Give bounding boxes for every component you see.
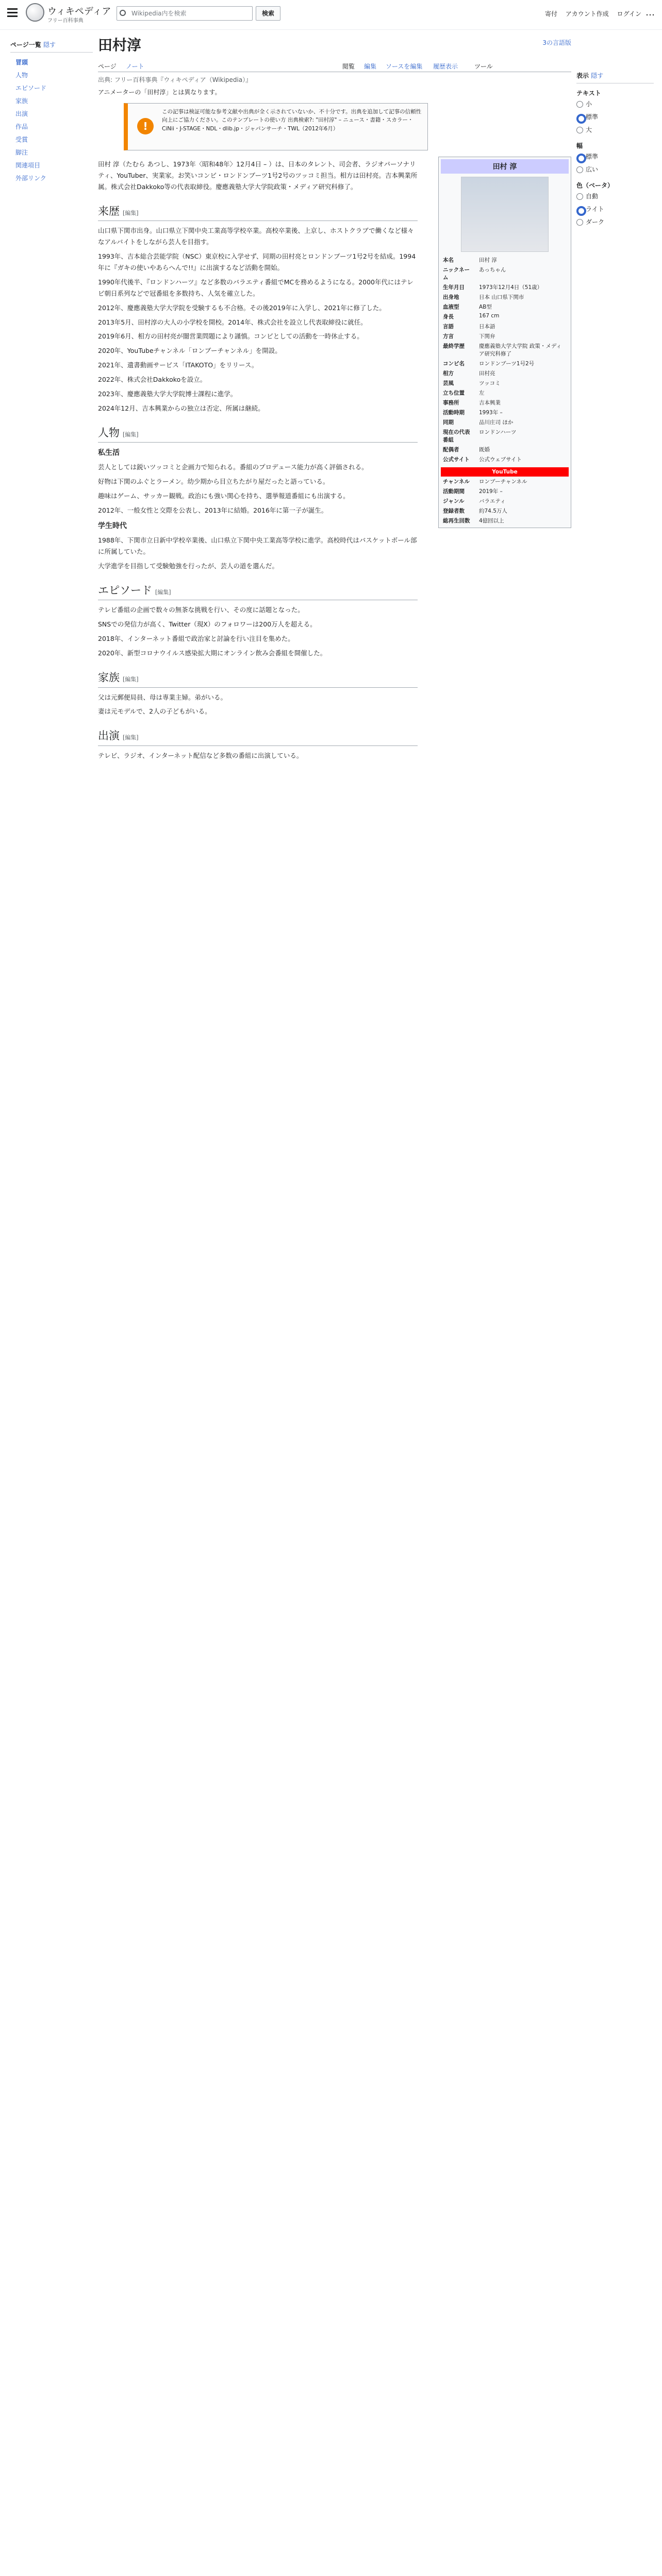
lead-paragraph: 田村 淳（たむら あつし、1973年〈昭和48年〉12月4日 – ）は、日本のタレント、司会者、ラジオパーソナリティ、YouTuber、実業家。お笑いコンビ・ロンドンブーツ1号2号のツッコミ担当。相方は田村亮。吉本興業所属。株式会社Dakkoko等の代表取締役。慶應義塾大学大学院政策・メディア研究科修了。 bbox=[98, 160, 418, 191]
tab-tools[interactable]: ツール bbox=[474, 63, 493, 70]
color-auto-radio[interactable]: 自動 bbox=[576, 190, 654, 202]
toc-item[interactable]: 冒頭 bbox=[15, 59, 28, 66]
paragraph: SNSでの発信力が高く、Twitter（現X）のフォロワーは200万人を超える。 bbox=[98, 620, 317, 629]
infobox-key: 総再生回数 bbox=[443, 518, 470, 524]
paragraph: 芸人としては鋭いツッコミと企画力で知られる。番組のプロデュース能力が高く評価される。 bbox=[98, 463, 368, 471]
subsection-heading-education: 学生時代 bbox=[98, 522, 127, 531]
tab-talk[interactable]: ノート bbox=[126, 63, 144, 70]
wikipedia-logo-icon[interactable] bbox=[26, 3, 44, 22]
logo-subtitle: フリー百科事典 bbox=[47, 18, 84, 24]
color-label: 色（ベータ） bbox=[576, 182, 614, 189]
width-wide-radio[interactable]: 広い bbox=[576, 163, 654, 176]
infobox-value: 167 cm bbox=[479, 313, 500, 319]
page-title: 田村淳 bbox=[98, 37, 142, 54]
infobox-key: 配偶者 bbox=[443, 447, 459, 453]
appearance-heading: 表示 bbox=[576, 72, 589, 79]
infobox-row bbox=[441, 378, 569, 388]
text-size-small-radio[interactable]: 小 bbox=[576, 97, 654, 110]
appearance-hide-button[interactable]: 隠す bbox=[591, 72, 604, 79]
infobox-value: 1993年 – bbox=[479, 410, 503, 416]
paragraph: 2018年、インターネット番組で政治家と討論を行い注目を集めた。 bbox=[98, 635, 294, 642]
paragraph: 2019年6月、相方の田村亮が闇営業問題により謹慎。コンビとしての活動を一時休止する。 bbox=[98, 332, 363, 341]
infobox-row bbox=[441, 477, 569, 486]
infobox-row bbox=[441, 255, 569, 265]
infobox-value: 既婚 bbox=[479, 447, 490, 453]
logo-title[interactable]: ウィキペディア bbox=[47, 6, 111, 17]
infobox-row bbox=[441, 486, 569, 496]
infobox-key: 事務所 bbox=[443, 400, 459, 406]
infobox-row bbox=[441, 312, 569, 321]
toc-item[interactable]: 受賞 bbox=[15, 136, 28, 143]
infobox-key: 本名 bbox=[443, 257, 454, 263]
infobox-key: 生年月日 bbox=[443, 284, 465, 291]
hatnote: アニメーターの「田村淳」とは異なります。 bbox=[98, 89, 221, 96]
infobox-row bbox=[441, 292, 569, 302]
toc-item[interactable]: 家族 bbox=[15, 97, 28, 105]
infobox-value: 約74.5万人 bbox=[479, 508, 507, 514]
tab-history[interactable]: 履歴表示 bbox=[433, 63, 458, 70]
infobox-row bbox=[441, 398, 569, 408]
infobox-key: 血液型 bbox=[443, 304, 459, 310]
infobox-row bbox=[441, 516, 569, 526]
infobox-row bbox=[441, 265, 569, 282]
tab-edit[interactable]: 編集 bbox=[364, 63, 377, 70]
main-menu-icon[interactable] bbox=[7, 6, 22, 21]
paragraph: 2012年、慶應義塾大学大学院を受験するも不合格。その後2019年に入学し、2021年に修了した。 bbox=[98, 303, 386, 312]
paragraph: 2022年、株式会社Dakkokoを設立。 bbox=[98, 376, 207, 383]
infobox-row bbox=[441, 454, 569, 464]
create-account-link[interactable]: アカウント作成 bbox=[565, 10, 609, 18]
page-subtitle: 出典: フリー百科事典『ウィキペディア（Wikipedia）』 bbox=[98, 76, 252, 83]
toc-item[interactable]: エピソード bbox=[15, 84, 47, 92]
infobox-key: 立ち位置 bbox=[443, 390, 465, 396]
infobox-table bbox=[441, 255, 569, 464]
infobox-value: 下関弁 bbox=[479, 333, 495, 340]
infobox-value: 田村 淳 bbox=[479, 257, 497, 263]
edit-section-link[interactable]: [編集] bbox=[123, 431, 139, 438]
infobox-row bbox=[441, 368, 569, 378]
paragraph: 1988年、下関市立日新中学校卒業後、山口県立下関中央工業高等学校に進学。高校時代はバスケットボール部に所属していた。 bbox=[98, 536, 417, 555]
section-heading-family: 家族 [編集] bbox=[98, 662, 418, 688]
infobox-key: 最終学歴 bbox=[443, 343, 465, 349]
infobox-key: 同期 bbox=[443, 419, 454, 426]
infobox-key: 言語 bbox=[443, 324, 454, 330]
infobox-value: AB型 bbox=[479, 304, 492, 310]
section-heading-appear: 出演 [編集] bbox=[98, 720, 418, 746]
toc-heading: ページ一覧 bbox=[10, 41, 41, 48]
paragraph: 1993年、吉本総合芸能学院（NSC）東京校に入学せず、同期の田村亮とロンドンブーツ1号2号を結成。1994年に『ガキの使いやあらへんで!!』に出演するなど活動を開始。 bbox=[98, 252, 416, 272]
paragraph: テレビ、ラジオ、インターネット配信など多数の番組に出演している。 bbox=[98, 752, 303, 759]
infobox-value: 左 bbox=[479, 390, 485, 396]
infobox-value: 日本語 bbox=[479, 324, 495, 330]
infobox-value: ロンドンブーツ1号2号 bbox=[479, 361, 535, 367]
toc-sidebar bbox=[10, 38, 93, 184]
site-header bbox=[0, 0, 662, 30]
infobox-row bbox=[441, 496, 569, 506]
infobox-value: ツッコミ bbox=[479, 380, 501, 386]
subsection-heading-private: 私生活 bbox=[98, 449, 120, 457]
infobox-row bbox=[441, 321, 569, 331]
infobox-key: 芸風 bbox=[443, 380, 454, 386]
youtube-section-header: YouTube bbox=[441, 467, 569, 477]
infobox-key: 身長 bbox=[443, 314, 454, 320]
paragraph: 2021年、遺書動画サービス「ITAKOTO」をリリース。 bbox=[98, 361, 258, 369]
search-input[interactable]: Wikipedia内を検索 bbox=[117, 6, 253, 21]
infobox-key: 登録者数 bbox=[443, 508, 465, 514]
toc-item[interactable]: 出演 bbox=[15, 110, 28, 117]
infobox-key: 活動期間 bbox=[443, 488, 465, 495]
more-menu-icon[interactable]: … bbox=[646, 7, 655, 18]
toc-item[interactable]: 脚注 bbox=[15, 149, 28, 156]
infobox bbox=[438, 157, 571, 528]
infobox-value: バラエティ bbox=[479, 498, 506, 504]
infobox-key: 相方 bbox=[443, 370, 454, 377]
infobox-row bbox=[441, 282, 569, 292]
tab-article[interactable]: ページ bbox=[98, 63, 117, 70]
paragraph: 大学進学を目指して受験勉強を行ったが、芸人の道を選んだ。 bbox=[98, 562, 279, 570]
warning-icon: ! bbox=[137, 118, 154, 134]
paragraph: 好物は下関のふぐとラーメン。幼少期から目立ちたがり屋だったと語っている。 bbox=[98, 477, 329, 485]
infobox-name: 田村 淳 bbox=[441, 159, 569, 174]
infobox-key: 公式サイト bbox=[443, 456, 470, 463]
infobox-key: 方言 bbox=[443, 333, 454, 340]
paragraph: テレビ番組の企画で数々の無茶な挑戦を行い、その度に話題となった。 bbox=[98, 606, 304, 614]
infobox-row bbox=[441, 359, 569, 368]
infobox-value: 1973年12月4日（51歳） bbox=[479, 284, 543, 291]
paragraph: 1990年代後半、『ロンドンハーツ』など多数のバラエティ番組でMCを務めるようになる。2000年代にはテレビ朝日系列などで冠番組を多数持ち、人気を確立した。 bbox=[98, 278, 413, 297]
login-link[interactable]: ログイン bbox=[617, 10, 641, 18]
toc-hide-button[interactable]: 隠す bbox=[43, 41, 56, 48]
edit-section-link[interactable]: [編集] bbox=[123, 209, 139, 216]
paragraph: 2020年、新型コロナウイルス感染拡大期にオンライン飲み会番組を開催した。 bbox=[98, 649, 327, 657]
infobox-value: 2019年 – bbox=[479, 488, 503, 495]
infobox-key: チャンネル bbox=[443, 479, 470, 485]
edit-section-link[interactable]: [編集] bbox=[123, 675, 139, 683]
paragraph: 妻は元モデルで、2人の子どもがいる。 bbox=[98, 707, 211, 716]
infobox-row bbox=[441, 341, 569, 359]
section-heading-episode: エピソード [編集] bbox=[98, 575, 418, 601]
paragraph: 2024年12月、吉本興業からの独立は否定、所属は継続。 bbox=[98, 404, 264, 412]
width-label: 幅 bbox=[576, 142, 583, 149]
toc-item[interactable]: 外部リンク bbox=[15, 175, 46, 182]
family-paragraphs bbox=[98, 692, 418, 718]
infobox-row bbox=[441, 388, 569, 398]
infobox-value: あっちゃん bbox=[479, 267, 506, 273]
appearance-panel bbox=[576, 69, 654, 228]
infobox-value: 田村亮 bbox=[479, 370, 495, 377]
edit-section-link[interactable]: [編集] bbox=[123, 734, 139, 741]
page-tabs bbox=[98, 58, 571, 72]
infobox-key: 活動時期 bbox=[443, 410, 465, 416]
career-paragraphs bbox=[98, 225, 418, 414]
appear-paragraphs bbox=[98, 750, 418, 761]
edit-section-link[interactable]: [編集] bbox=[155, 588, 171, 596]
paragraph: 2023年、慶應義塾大学大学院博士課程に進学。 bbox=[98, 389, 237, 398]
width-standard-radio[interactable]: 標準 bbox=[576, 150, 654, 163]
text-size-label: テキスト bbox=[576, 90, 601, 97]
notice-text: この記事は検証可能な参考文献や出典が全く示されていないか、不十分です。出典を追加して記事の信頼性向上にご協力ください。このテンプレートの使い方 出典検索?: "田村淳" – ニュース・書籍・スカラー・CiNii・J-STAGE・NDL・dlib.jp・ジャパンサーチ・TWL（2012年6月） bbox=[162, 109, 422, 132]
person-paragraphs bbox=[98, 462, 418, 516]
section-heading-person: 人物 [編集] bbox=[98, 417, 418, 443]
portrait-image[interactable] bbox=[461, 177, 549, 252]
toc-item[interactable]: 作品 bbox=[15, 123, 28, 130]
tab-edit-source[interactable]: ソースを編集 bbox=[386, 63, 423, 70]
text-size-large-radio[interactable]: 大 bbox=[576, 123, 654, 136]
infobox-row bbox=[441, 408, 569, 417]
citation-needed-notice bbox=[124, 103, 428, 150]
paragraph: 2013年5月、田村淳の大人の小学校を開校。2014年、株式会社を設立し代表取締役に就任。 bbox=[98, 318, 367, 326]
infobox-row bbox=[441, 331, 569, 341]
language-button[interactable]: 3の言語版 bbox=[542, 39, 571, 46]
paragraph: 山口県下関市出身。山口県立下関中央工業高等学校卒業。高校卒業後、上京し、ホストクラブで働くなど様々なアルバイトをしながら芸人を目指す。 bbox=[98, 227, 414, 246]
text-size-standard-radio[interactable]: 標準 bbox=[576, 110, 654, 123]
infobox-row bbox=[441, 427, 569, 445]
infobox-key: ニックネーム bbox=[443, 267, 470, 281]
infobox-value: ロンブーチャンネル bbox=[479, 479, 527, 485]
paragraph: 2012年、一般女性と交際を公表し、2013年に結婚。2016年に第一子が誕生。 bbox=[98, 506, 328, 514]
infobox-key: ジャンル bbox=[443, 498, 465, 504]
infobox-key: コンビ名 bbox=[443, 361, 465, 367]
infobox-row bbox=[441, 445, 569, 454]
youtube-table bbox=[441, 477, 569, 526]
donate-link[interactable]: 寄付 bbox=[545, 10, 558, 18]
paragraph: 2020年、YouTubeチャンネル「ロンブーチャンネル」を開設。 bbox=[98, 347, 282, 355]
article-body bbox=[98, 159, 418, 765]
infobox-row bbox=[441, 302, 569, 312]
infobox-row bbox=[441, 506, 569, 516]
infobox-value: ロンドンハーツ bbox=[479, 429, 517, 435]
episode-paragraphs bbox=[98, 604, 418, 659]
section-heading-career: 来歴 [編集] bbox=[98, 196, 418, 222]
paragraph: 趣味はゲーム、サッカー観戦。政治にも強い関心を持ち、選挙報道番組にも出演する。 bbox=[98, 492, 350, 500]
infobox-value: 4億回以上 bbox=[479, 518, 504, 524]
infobox-value: 吉本興業 bbox=[479, 400, 501, 406]
paragraph: 父は元郵便局員、母は専業主婦。弟がいる。 bbox=[98, 693, 227, 701]
education-paragraphs bbox=[98, 535, 418, 572]
infobox-value: 日本 山口県下関市 bbox=[479, 294, 524, 300]
infobox-key: 出身地 bbox=[443, 294, 459, 300]
search-button[interactable]: 検索 bbox=[256, 6, 280, 21]
infobox-key: 現在の代表番組 bbox=[443, 429, 470, 443]
infobox-value: 公式ウェブサイト bbox=[479, 456, 522, 463]
infobox-value: 品川庄司 ほか bbox=[479, 419, 514, 426]
toc-item[interactable]: 人物 bbox=[15, 72, 28, 79]
personal-links bbox=[539, 9, 641, 18]
infobox-value: 慶應義塾大学大学院 政策・メディア研究科修了 bbox=[479, 343, 561, 357]
toc-item[interactable]: 関連項目 bbox=[15, 162, 41, 169]
color-light-radio[interactable]: ライト bbox=[576, 202, 654, 215]
tab-read[interactable]: 閲覧 bbox=[342, 63, 355, 70]
color-dark-radio[interactable]: ダーク bbox=[576, 215, 654, 228]
infobox-row bbox=[441, 417, 569, 427]
